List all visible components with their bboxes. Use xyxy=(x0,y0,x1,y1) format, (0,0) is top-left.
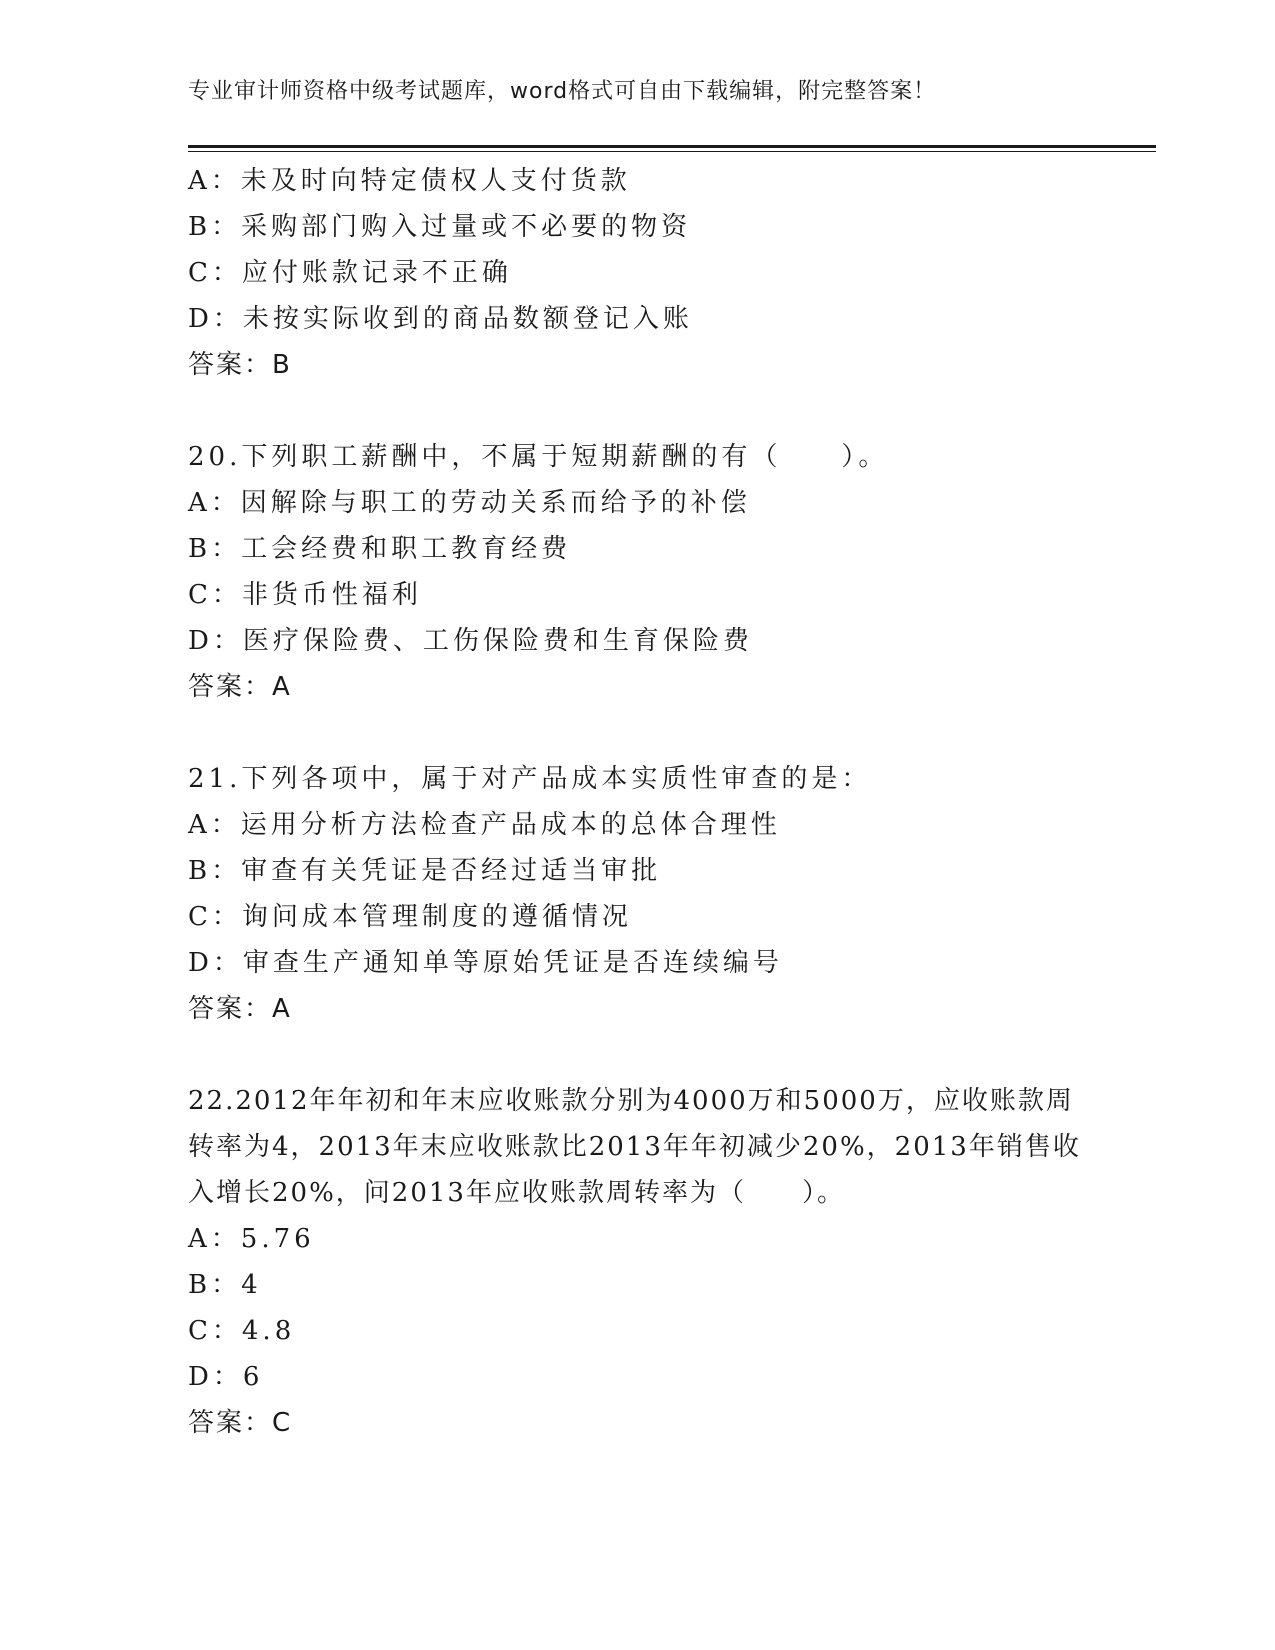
spacer xyxy=(188,710,1088,756)
option-a: A：5.76 xyxy=(188,1224,315,1254)
option-a: A：因解除与职工的劳动关系而给予的补偿 xyxy=(188,488,751,518)
option-c: C：询问成本管理制度的遵循情况 xyxy=(188,902,632,932)
header-rule-thin xyxy=(188,151,1156,152)
question-stem: 20.下列职工薪酬中，不属于短期薪酬的有（ ）。 xyxy=(188,442,889,472)
option-d: D：医疗保险费、工伤保险费和生育保险费 xyxy=(188,626,753,656)
question-stem-line-1: 22.2012年年初和年末应收账款分别为4000万和5000万，应收账款周 xyxy=(188,1086,1074,1116)
option-a: A：运用分析方法检查产品成本的总体合理性 xyxy=(188,810,781,840)
option-d: D：6 xyxy=(188,1362,264,1392)
option-d: D：未按实际收到的商品数额登记入账 xyxy=(188,304,693,334)
option-c: C：非货币性福利 xyxy=(188,580,422,610)
header-rule-thick xyxy=(188,145,1156,148)
question-stem: 21.下列各项中，属于对产品成本实质性审查的是： xyxy=(188,764,872,794)
option-b: B：审查有关凭证是否经过适当审批 xyxy=(188,856,662,886)
option-c: C：应付账款记录不正确 xyxy=(188,258,512,288)
question-block xyxy=(188,158,1088,388)
answer-line: 答案：C xyxy=(188,1408,293,1438)
option-b: B：采购部门购入过量或不必要的物资 xyxy=(188,212,692,242)
question-block xyxy=(188,756,1088,1032)
page-header: 专业审计师资格中级考试题库，word格式可自由下载编辑，附完整答案！ xyxy=(188,79,937,104)
answer-line: 答案：A xyxy=(188,672,292,702)
answer-line: 答案：A xyxy=(188,994,292,1024)
spacer xyxy=(188,388,1088,434)
question-block xyxy=(188,434,1088,710)
question-list xyxy=(188,158,1088,1446)
option-b: B：工会经费和职工教育经费 xyxy=(188,534,572,564)
question-block xyxy=(188,1078,1088,1446)
option-b: B：4 xyxy=(188,1270,262,1300)
option-d: D：审查生产通知单等原始凭证是否连续编号 xyxy=(188,948,783,978)
question-stem-line-3: 入增长20%，问2013年应收账款周转率为（ ）。 xyxy=(188,1178,845,1208)
option-c: C：4.8 xyxy=(188,1316,296,1346)
question-stem-line-2: 转率为4，2013年末应收账款比2013年年初减少20%，2013年销售收 xyxy=(188,1132,1081,1162)
option-a: A：未及时向特定债权人支付货款 xyxy=(188,166,631,196)
answer-line: 答案：B xyxy=(188,350,292,380)
spacer xyxy=(188,1032,1088,1078)
